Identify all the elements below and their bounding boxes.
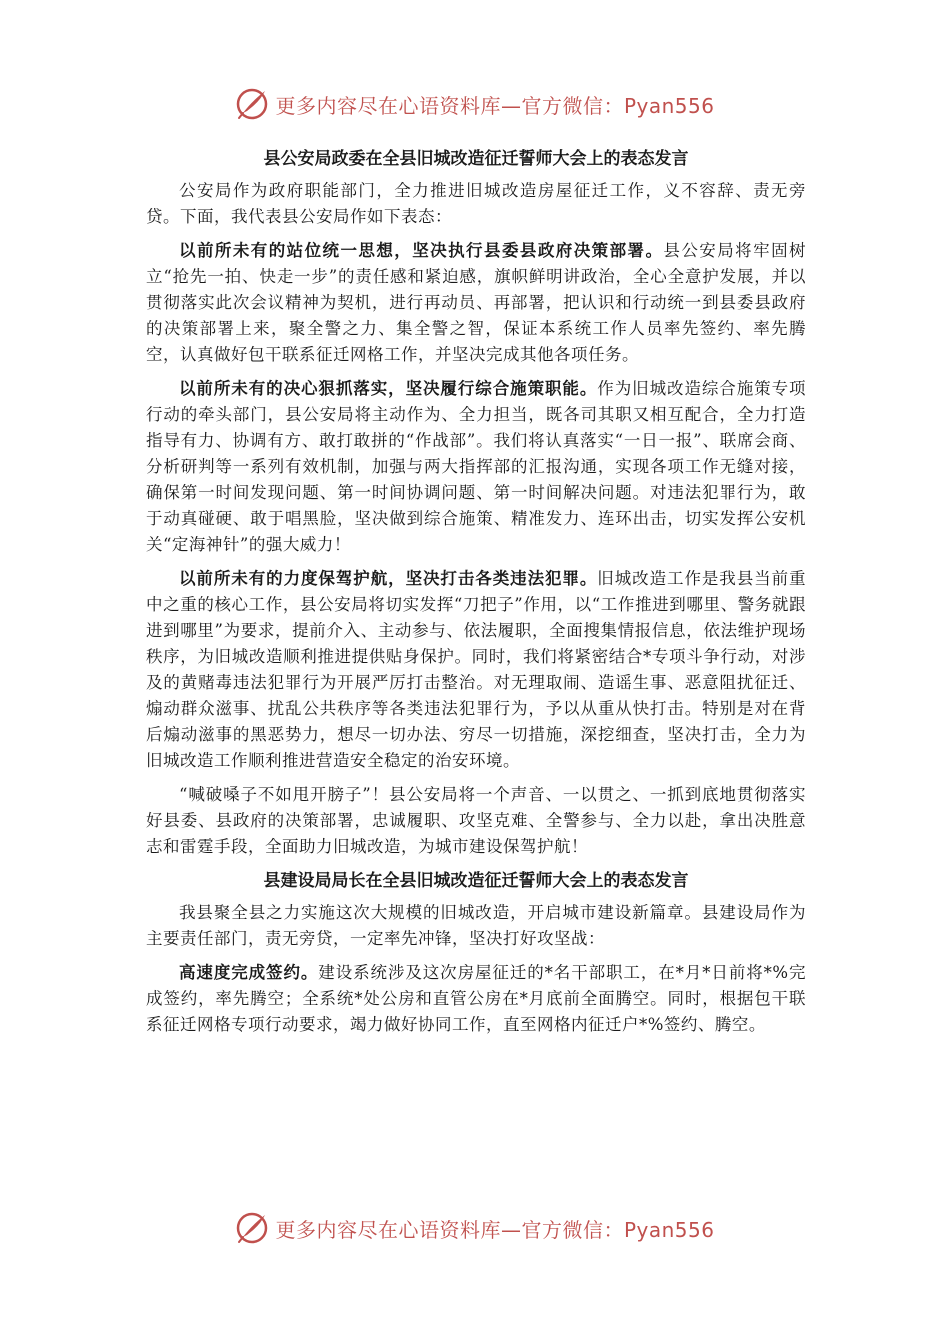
section1-paragraph-3	[146, 566, 806, 774]
section2-p1-body: 建设系统涉及这次房屋征迁的*名干部职工，在*月*日前将*%完成签约，率先腾空；全系统*处公房和直管公房在*月底前全面腾空。同时，根据包干联系征迁网格专项行动要求，竭力做好协同工作，直至网格内征迁户*%签约、腾空。	[146, 963, 806, 1034]
section2-intro: 我县聚全县之力实施这次大规模的旧城改造，开启城市建设新篇章。县建设局作为主要责任部门，责无旁贷，一定率先冲锋，坚决打好攻坚战：	[146, 903, 806, 948]
section1-intro: 公安局作为政府职能部门，全力推进旧城改造房屋征迁工作，义不容辞、责无旁贷。下面，我代表县公安局作如下表态：	[146, 181, 806, 226]
section2-paragraph-1	[146, 960, 806, 1038]
section1-p3-lead: 以前所未有的力度保驾护航，坚决打击各类违法犯罪。	[179, 569, 598, 588]
section1-paragraph-2	[146, 376, 806, 558]
section1-p2-lead: 以前所未有的决心狠抓落实，坚决履行综合施策职能。	[179, 379, 598, 398]
section2-title: 县建设局局长在全县旧城改造征迁誓师大会上的表态发言	[263, 871, 689, 891]
section1-closing: “喊破嗓子不如甩开膀子”！县公安局将一个声音、一以贯之、一抓到底地贯彻落实好县委、县政府的决策部署，忠诚履职、攻坚克难、全警参与、全力以赴，拿出决胜意志和雷霆手段，全面助力旧城改造，为城市建设保驾护航！	[146, 785, 806, 856]
header-banner	[0, 84, 950, 124]
document-body	[146, 146, 806, 1046]
section1-p2-body: 作为旧城改造综合施策专项行动的牵头部门，县公安局将主动作为、全力担当，既各司其职又相互配合，全力打造指导有力、协调有方、敢打敢拼的“作战部”。我们将认真落实“一日一报”、联席会商、分析研判等一系列有效机制，加强与两大指挥部的汇报沟通，实现各项工作无缝对接，确保第一时间发现问题、第一时间协调问题、第一时间解决问题。对违法犯罪行为，敢于动真碰硬、敢于唱黑脸，坚决做到综合施策、精准发力、连环出击，切实发挥公安机关“定海神针”的强大威力！	[146, 379, 807, 554]
section1-p1-lead: 以前所未有的站位统一思想，坚决执行县委县政府决策部署。	[179, 241, 664, 260]
section1-p1-body: 县公安局将牢固树立“抢先一拍、快走一步”的责任感和紧迫感，旗帜鲜明讲政治，全心全意护发展，并以贯彻落实此次会议精神为契机，进行再动员、再部署，把认识和行动统一到县委县政府的决策部署上来，聚全警之力、集全警之智，保证本系统工作人员率先签约、率先腾空，认真做好包干联系征迁网格工作，并坚决完成其他各项任务。	[146, 241, 807, 364]
section1-p3-body: 旧城改造工作是我县当前重中之重的核心工作，县公安局将切实发挥“刀把子”作用，以“工作推进到哪里、警务就跟进到哪里”为要求，提前介入、主动参与、依法履职，全面搜集情报信息，依法维护现场秩序，为旧城改造顺利推进提供贴身保护。同时，我们将紧密结合*专项斗争行动，对涉及的黄赌毒违法犯罪行为开展严厉打击整治。对无理取闹、造谣生事、恶意阻扰征迁、煽动群众滋事、扰乱公共秩序等各类违法犯罪行为，予以从重从快打击。特别是对在背后煽动滋事的黑恶势力，想尽一切办法、穷尽一切措施，深挖细查，坚决打击，全力为旧城改造工作顺利推进营造安全稳定的治安环境。	[146, 569, 807, 770]
header-banner-inner	[235, 87, 714, 121]
header-banner-text: 更多内容尽在心语资料库—官方微信：Pyan556	[275, 93, 715, 118]
footer-banner-inner	[235, 1211, 714, 1245]
footer-banner	[0, 1208, 950, 1248]
quill-logo-icon	[235, 1211, 269, 1245]
quill-logo-icon	[235, 87, 269, 121]
section1-title: 县公安局政委在全县旧城改造征迁誓师大会上的表态发言	[263, 149, 689, 169]
section1-paragraph-1	[146, 238, 806, 368]
footer-banner-text: 更多内容尽在心语资料库—官方微信：Pyan556	[275, 1217, 715, 1242]
section2-p1-lead: 高速度完成签约。	[179, 963, 319, 982]
